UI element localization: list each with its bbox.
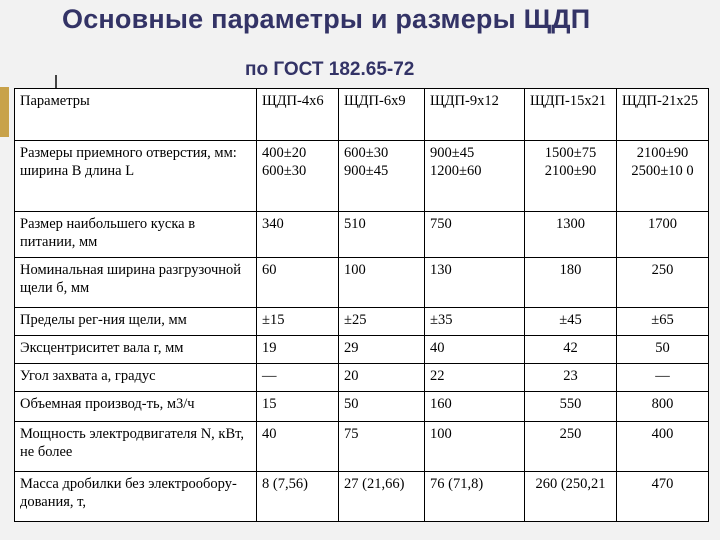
value-cell: 900±45 1200±60 bbox=[425, 141, 525, 212]
value-cell: 60 bbox=[257, 258, 339, 308]
value-cell: 29 bbox=[339, 336, 425, 364]
table-row bbox=[15, 472, 709, 522]
decorative-bar bbox=[0, 87, 9, 137]
value-cell: 75 bbox=[339, 422, 425, 472]
value-cell: 42 bbox=[525, 336, 617, 364]
value-cell: 130 bbox=[425, 258, 525, 308]
value-cell: 50 bbox=[339, 392, 425, 422]
value-cell: ±65 bbox=[617, 308, 709, 336]
value-cell: 400±20 600±30 bbox=[257, 141, 339, 212]
param-cell: Угол захвата a, градус bbox=[15, 364, 257, 392]
value-cell: 600±30 900±45 bbox=[339, 141, 425, 212]
param-cell: Пределы рег-ния щели, мм bbox=[15, 308, 257, 336]
table-row bbox=[15, 336, 709, 364]
value-cell: 260 (250,21 bbox=[525, 472, 617, 522]
value-cell: 550 bbox=[525, 392, 617, 422]
table-row bbox=[15, 364, 709, 392]
param-cell: Мощность электродвигателя N, кВт, не более bbox=[15, 422, 257, 472]
value-cell: ±25 bbox=[339, 308, 425, 336]
value-cell: 8 (7,56) bbox=[257, 472, 339, 522]
value-cell: 2100±90 2500±10 0 bbox=[617, 141, 709, 212]
value-cell: ±45 bbox=[525, 308, 617, 336]
parameters-table bbox=[14, 88, 709, 522]
value-cell: 750 bbox=[425, 212, 525, 258]
value-cell: 340 bbox=[257, 212, 339, 258]
value-cell: 800 bbox=[617, 392, 709, 422]
value-cell: 50 bbox=[617, 336, 709, 364]
value-cell: 20 bbox=[339, 364, 425, 392]
header-cell: ЩДП-21х25 bbox=[617, 89, 709, 141]
value-cell: 22 bbox=[425, 364, 525, 392]
value-cell: 470 bbox=[617, 472, 709, 522]
value-cell: 23 bbox=[525, 364, 617, 392]
param-cell: Эксцентриситет вала r, мм bbox=[15, 336, 257, 364]
header-cell: ЩДП-9х12 bbox=[425, 89, 525, 141]
value-cell: 510 bbox=[339, 212, 425, 258]
value-cell: 250 bbox=[525, 422, 617, 472]
value-cell: 1700 bbox=[617, 212, 709, 258]
header-cell: ЩДП-15х21 bbox=[525, 89, 617, 141]
value-cell: 76 (71,8) bbox=[425, 472, 525, 522]
value-cell: — bbox=[617, 364, 709, 392]
value-cell: 40 bbox=[257, 422, 339, 472]
table-row bbox=[15, 258, 709, 308]
value-cell: 19 bbox=[257, 336, 339, 364]
value-cell: — bbox=[257, 364, 339, 392]
value-cell: 40 bbox=[425, 336, 525, 364]
header-cell: Параметры bbox=[15, 89, 257, 141]
value-cell: 1500±75 2100±90 bbox=[525, 141, 617, 212]
table-row bbox=[15, 392, 709, 422]
value-cell: 27 (21,66) bbox=[339, 472, 425, 522]
param-cell: Размер наибольшего куска в питании, мм bbox=[15, 212, 257, 258]
value-cell: ±15 bbox=[257, 308, 339, 336]
table-row bbox=[15, 212, 709, 258]
value-cell: 400 bbox=[617, 422, 709, 472]
value-cell: ±35 bbox=[425, 308, 525, 336]
header-cell: ЩДП-6х9 bbox=[339, 89, 425, 141]
param-cell: Номинальная ширина разгрузочной щели б, мм bbox=[15, 258, 257, 308]
value-cell: 160 bbox=[425, 392, 525, 422]
page-title: Основные параметры и размеры ЩДП bbox=[62, 4, 591, 34]
value-cell: 15 bbox=[257, 392, 339, 422]
table-row bbox=[15, 141, 709, 212]
param-cell: Масса дробилки без электрообору-дования, т, bbox=[15, 472, 257, 522]
table-row bbox=[15, 422, 709, 472]
header-cell: ЩДП-4х6 bbox=[257, 89, 339, 141]
table-row bbox=[15, 308, 709, 336]
value-cell: 250 bbox=[617, 258, 709, 308]
param-cell: Размеры приемного отверстия, мм: ширина B длина L bbox=[15, 141, 257, 212]
value-cell: 1300 bbox=[525, 212, 617, 258]
table-header-row bbox=[15, 89, 709, 141]
value-cell: 180 bbox=[525, 258, 617, 308]
page-subtitle: по ГОСТ 182.65-72 bbox=[245, 59, 415, 80]
value-cell: 100 bbox=[339, 258, 425, 308]
param-cell: Объемная производ-ть, м3/ч bbox=[15, 392, 257, 422]
value-cell: 100 bbox=[425, 422, 525, 472]
